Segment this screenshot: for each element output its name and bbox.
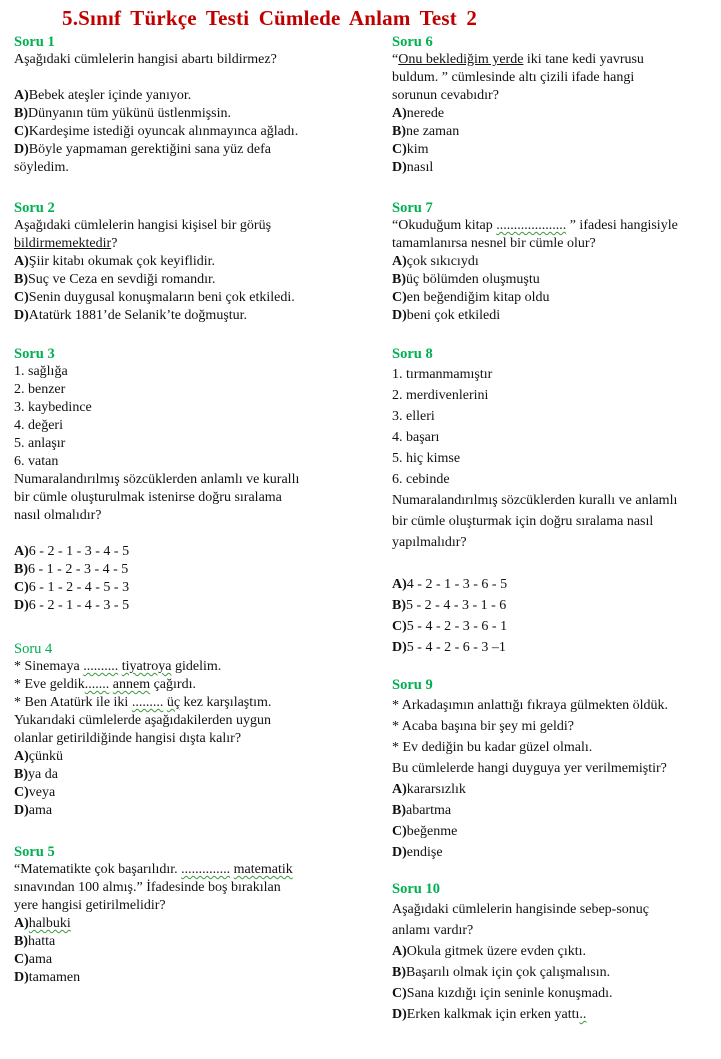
text-fragment: 6 - 1 - 2 - 4 - 5 - 3 (28, 580, 130, 595)
question-text: Numaralandırılmış sözcüklerden kurallı ve anlamlı (392, 493, 678, 508)
text-fragment: ......... (131, 695, 164, 710)
text-fragment: .......... (83, 659, 119, 674)
text-fragment: Böyle yapmaman gerektiğini sana yüz defa (28, 142, 271, 157)
text-fragment: tamamen (28, 970, 81, 985)
option-a[interactable] (392, 779, 668, 800)
text-fragment: A) (392, 944, 407, 959)
text-fragment: ? (111, 236, 118, 251)
page-title: 5.Sınıf Türkçe Testi Cümlede Anlam Test 2 (62, 6, 478, 30)
question-text: yere hangisi getirilmelidir? (14, 898, 166, 913)
text-fragment: C) (14, 290, 29, 305)
sentence-item: * Ev dediğin bu kadar güzel olmalı. (392, 740, 593, 755)
option-a[interactable] (14, 543, 299, 561)
text-fragment: gidelim. (171, 659, 222, 674)
text-fragment: A) (14, 544, 29, 559)
text-fragment: C) (392, 824, 407, 839)
option-a[interactable] (392, 941, 649, 962)
text-fragment: * Eve geldik (14, 677, 85, 692)
question-text (392, 51, 644, 69)
question-heading: Soru 4 (14, 641, 53, 657)
text-fragment: çağırdı. (150, 677, 196, 692)
text-fragment: 6 - 2 - 1 - 4 - 3 - 5 (28, 598, 130, 613)
spacer (14, 69, 298, 87)
option-c[interactable] (392, 289, 678, 307)
option-c[interactable] (392, 821, 668, 842)
question-heading: Soru 7 (392, 200, 433, 216)
text-fragment: nerede (406, 106, 445, 121)
text-fragment: D) (14, 598, 29, 613)
option-a[interactable] (14, 87, 298, 105)
text-fragment: üç bölümden oluşmuştu (406, 272, 540, 287)
option-c[interactable] (392, 616, 677, 637)
option-c[interactable] (392, 141, 644, 159)
word-item: 2. merdivenlerini (392, 388, 489, 403)
text-fragment: “ (392, 52, 399, 67)
text-fragment: 5 - 2 - 4 - 3 - 1 - 6 (406, 598, 507, 613)
text-fragment: C) (14, 952, 29, 967)
text-fragment: C) (392, 986, 407, 1001)
text-fragment: ama (28, 803, 53, 818)
question-5 (14, 843, 293, 987)
option-a[interactable] (14, 748, 271, 766)
text-fragment: Suç ve Ceza en sevdiği romandır. (28, 272, 216, 287)
text-fragment: 6 - 1 - 2 - 3 - 4 - 5 (28, 562, 129, 577)
text-fragment: beğenme (406, 824, 458, 839)
text-fragment: annem (112, 677, 151, 692)
text-fragment: abartma (406, 803, 452, 818)
text-fragment: D) (392, 640, 407, 655)
option-c[interactable] (14, 951, 293, 969)
text-fragment: kim (406, 142, 429, 157)
text-fragment: Başarılı olmak için çok çalışmalısın. (406, 965, 611, 980)
option-d[interactable] (392, 159, 644, 177)
question-heading: Soru 8 (392, 346, 433, 362)
question-text: tamamlanırsa nesnel bir cümle olur? (392, 236, 596, 251)
text-fragment: B) (392, 803, 406, 818)
option-b[interactable] (392, 123, 644, 141)
text-fragment: B) (392, 965, 406, 980)
word-item: 5. hiç kimse (392, 451, 461, 466)
option-b[interactable] (392, 962, 649, 983)
option-d-continued: söyledim. (14, 160, 69, 175)
question-heading: Soru 9 (392, 677, 433, 693)
text-fragment: ya da (28, 767, 58, 782)
word-item: 2. benzer (14, 382, 66, 397)
text-fragment: ne zaman (406, 124, 460, 139)
option-b[interactable] (14, 766, 271, 784)
question-text-2 (14, 235, 295, 253)
text-fragment: B) (392, 124, 406, 139)
option-d[interactable] (392, 637, 677, 658)
question-text: buldum. ” cümlesinde altı çizili ifade hangi (392, 70, 635, 85)
text-fragment: B) (14, 767, 28, 782)
text-fragment: halbuki (28, 916, 71, 931)
text-fragment: 5 - 4 - 2 - 3 - 6 - 1 (406, 619, 508, 634)
word-item: 1. sağlığa (14, 364, 68, 379)
text-fragment: D) (14, 970, 29, 985)
text-fragment: tiyatroya (121, 659, 172, 674)
question-10 (392, 879, 649, 1025)
text-fragment: matematik (233, 862, 293, 877)
text-fragment: C) (14, 785, 29, 800)
option-d[interactable] (14, 307, 295, 325)
option-b[interactable] (392, 271, 678, 289)
text-fragment: B) (392, 598, 406, 613)
text-fragment: Senin duygusal konuşmaların beni çok etkiledi. (28, 290, 295, 305)
text-fragment: B) (14, 562, 28, 577)
question-text: bir cümle oluşturulmak istenirse doğru sıralama (14, 490, 282, 505)
text-fragment: D) (14, 803, 29, 818)
question-8 (392, 344, 677, 658)
text-fragment: çünkü (28, 749, 63, 764)
option-d[interactable] (14, 802, 271, 820)
question-text (14, 861, 293, 879)
option-b[interactable] (14, 105, 298, 123)
text-fragment: B) (392, 272, 406, 287)
text-fragment: A) (392, 106, 407, 121)
text-fragment: Bebek ateşler içinde yanıyor. (28, 88, 192, 103)
sentence-1 (14, 658, 271, 676)
text-fragment: D) (392, 160, 407, 175)
text-fragment: ....... (84, 677, 110, 692)
text-fragment: A) (14, 88, 29, 103)
question-text: olanlar getirildiğinde hangisi dışta kalır? (14, 731, 242, 746)
text-fragment: en beğendiğim kitap oldu (406, 290, 550, 305)
text-fragment: Okula gitmek üzere evden çıktı. (406, 944, 586, 959)
question-text: sorunun cevabıdır? (392, 88, 499, 103)
question-9 (392, 675, 668, 863)
question-heading: Soru 10 (392, 881, 440, 897)
option-b[interactable] (14, 271, 295, 289)
text-fragment: B) (14, 272, 28, 287)
text-fragment: ” ifadesi hangisiyle (566, 218, 678, 233)
text-fragment: A) (14, 254, 29, 269)
text-fragment: nasıl (406, 160, 434, 175)
question-1 (14, 33, 298, 177)
option-a[interactable] (392, 253, 678, 271)
option-a[interactable] (14, 915, 293, 933)
question-heading: Soru 5 (14, 844, 55, 860)
question-6 (392, 33, 644, 177)
question-heading: Soru 6 (392, 34, 433, 50)
question-text (392, 217, 678, 235)
text-fragment: iki tane kedi yavrusu (523, 52, 644, 67)
text-fragment: veya (28, 785, 56, 800)
question-text: Bu cümlelerde hangi duyguya yer verilmemiştir? (392, 761, 667, 776)
question-text: Yukarıdaki cümlelerde aşağıdakilerden uygun (14, 713, 271, 728)
text-fragment: “Matematikte çok başarılıdır. (14, 862, 182, 877)
text-fragment: Atatürk 1881’de Selanik’te doğmuştur. (28, 308, 248, 323)
word-item: 3. elleri (392, 409, 435, 424)
question-2 (14, 199, 295, 325)
text-fragment: Erken kalkmak için erken yattı (406, 1007, 580, 1022)
spacer (14, 525, 299, 543)
text-fragment: beni çok etkiledi (406, 308, 501, 323)
text-fragment: kez karşılaştım. (180, 695, 272, 710)
question-heading: Soru 1 (14, 34, 55, 50)
text-fragment: 5 - 4 - 2 - 6 - 3 –1 (406, 640, 506, 655)
option-c[interactable] (14, 289, 295, 307)
word-item: 6. cebinde (392, 472, 450, 487)
option-a[interactable] (392, 105, 644, 123)
text-fragment: D) (392, 1007, 407, 1022)
question-text: bir cümle oluşturmak için doğru sıralama nasıl (392, 514, 654, 529)
text-fragment: Kardeşime istediği oyuncak alınmayınca ağladı. (28, 124, 299, 139)
option-c[interactable] (14, 579, 299, 597)
text-fragment: A) (392, 577, 407, 592)
text-fragment: * Ben Atatürk ile iki (14, 695, 132, 710)
text-fragment: C) (392, 142, 407, 157)
text-fragment: D) (14, 142, 29, 157)
spacer (392, 553, 677, 574)
sentence-3 (14, 694, 271, 712)
option-b[interactable] (14, 933, 293, 951)
word-item: 4. başarı (392, 430, 440, 445)
text-fragment: üç (166, 695, 181, 710)
text-fragment: bildirmemektedir (14, 236, 112, 251)
word-item: 6. vatan (14, 454, 59, 469)
option-b[interactable] (392, 595, 677, 616)
text-fragment: * Sinemaya (14, 659, 84, 674)
text-fragment: 4 - 2 - 1 - 3 - 6 - 5 (406, 577, 508, 592)
sentence-item: * Acaba başına bir şey mi geldi? (392, 719, 574, 734)
text-fragment: C) (392, 619, 407, 634)
text-fragment: B) (14, 106, 28, 121)
question-heading: Soru 2 (14, 200, 55, 216)
question-7 (392, 199, 678, 325)
sentence-item: * Arkadaşımın anlattığı fıkraya gülmekten öldük. (392, 698, 669, 713)
option-a[interactable] (14, 253, 295, 271)
option-c[interactable] (392, 983, 649, 1004)
text-fragment: “Okuduğum kitap (392, 218, 497, 233)
text-fragment: .. (579, 1007, 587, 1022)
text-fragment: D) (14, 308, 29, 323)
text-fragment: .............. (181, 862, 231, 877)
option-b[interactable] (14, 561, 299, 579)
question-text: nasıl olmalıdır? (14, 508, 102, 523)
text-fragment: 6 - 2 - 1 - 3 - 4 - 5 (28, 544, 130, 559)
word-item: 1. tırmanmamıştır (392, 367, 493, 382)
option-c[interactable] (14, 784, 271, 802)
question-text: Aşağıdaki cümlelerin hangisi abartı bildirmez? (14, 52, 277, 67)
text-fragment: C) (392, 290, 407, 305)
word-item: 5. anlaşır (14, 436, 66, 451)
option-d[interactable] (392, 307, 678, 325)
text-fragment: kararsızlık (406, 782, 466, 797)
text-fragment: endişe (406, 845, 443, 860)
text-fragment: hatta (28, 934, 56, 949)
text-fragment: C) (14, 124, 29, 139)
question-text: anlamı vardır? (392, 923, 474, 938)
question-text: yapılmalıdır? (392, 535, 467, 550)
option-d[interactable] (392, 842, 668, 863)
text-fragment: D) (392, 845, 407, 860)
question-text: sınavından 100 almış.” İfadesinde boş bırakılan (14, 880, 281, 895)
option-c[interactable] (14, 123, 298, 141)
text-fragment: çok sıkıcıydı (406, 254, 479, 269)
text-fragment: A) (14, 749, 29, 764)
option-d[interactable] (14, 141, 298, 159)
question-text: Aşağıdaki cümlelerin hangisi kişisel bir görüş (14, 218, 272, 233)
option-d[interactable] (14, 969, 293, 987)
question-text: Aşağıdaki cümlelerin hangisinde sebep-sonuç (392, 902, 649, 917)
text-fragment: B) (14, 934, 28, 949)
text-fragment: C) (14, 580, 29, 595)
text-fragment: A) (14, 916, 29, 931)
text-fragment: A) (392, 254, 407, 269)
sentence-2 (14, 676, 271, 694)
option-d[interactable] (392, 1004, 649, 1025)
text-fragment: Sana kızdığı için seninle konuşmadı. (406, 986, 613, 1001)
question-3 (14, 345, 299, 615)
option-a[interactable] (392, 574, 677, 595)
question-4 (14, 640, 271, 820)
text-fragment: D) (392, 308, 407, 323)
text-fragment: Onu beklediğim yerde (398, 52, 524, 67)
word-item: 4. değeri (14, 418, 63, 433)
text-fragment: A) (392, 782, 407, 797)
question-text: Numaralandırılmış sözcüklerden anlamlı ve kurallı (14, 472, 300, 487)
text-fragment: .................... (496, 218, 567, 233)
text-fragment: ama (28, 952, 53, 967)
option-d[interactable] (14, 597, 299, 615)
question-heading: Soru 3 (14, 346, 55, 362)
text-fragment: Şiir kitabı okumak çok keyiflidir. (28, 254, 216, 269)
option-b[interactable] (392, 800, 668, 821)
text-fragment: Dünyanın tüm yükünü üstlenmişsin. (28, 106, 231, 121)
word-item: 3. kaybedince (14, 400, 92, 415)
